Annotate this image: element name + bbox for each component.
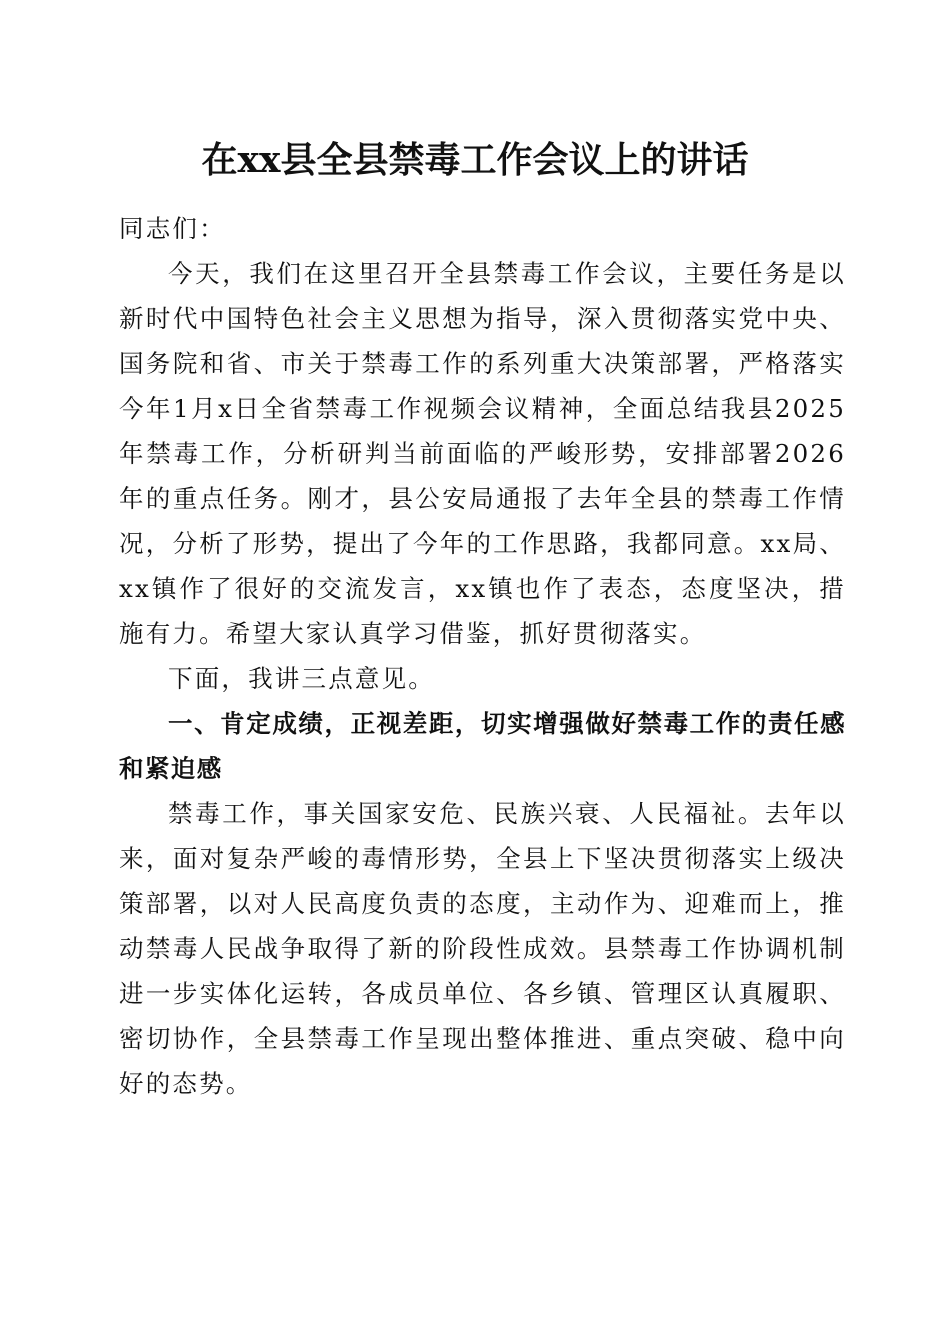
document-body — [119, 206, 846, 1106]
paragraph-intro: 今天，我们在这里召开全县禁毒工作会议，主要任务是以新时代中国特色社会主义思想为指导，深入贯彻落实党中央、国务院和省、市关于禁毒工作的系列重大决策部署，严格落实今年1月x日全省禁毒工作视频会议精神，全面总结我县2025年禁毒工作，分析研判当前面临的严峻形势，安排部署2026年的重点任务。刚才，县公安局通报了去年全县的禁毒工作情况，分析了形势，提出了今年的工作思路，我都同意。xx局、xx镇作了很好的交流发言，xx镇也作了表态，态度坚决，措施有力。希望大家认真学习借鉴，抓好贯彻落实。 — [119, 259, 846, 648]
salutation: 同志们： — [119, 214, 226, 243]
section-paragraph: 禁毒工作，事关国家安危、民族兴衰、人民福祉。去年以来，面对复杂严峻的毒情形势，全县上下坚决贯彻落实上级决策部署，以对人民高度负责的态度，主动作为、迎难而上，推动禁毒人民战争取得了新的阶段性成效。县禁毒工作协调机制进一步实体化运转，各成员单位、各乡镇、管理区认真履职、密切协作，全县禁毒工作呈现出整体推进、重点突破、稳中向好的态势。 — [119, 799, 846, 1098]
paragraph-transition: 下面，我讲三点意见。 — [168, 664, 435, 693]
document-title: 在xx县全县禁毒工作会议上的讲话 — [201, 139, 749, 181]
section-heading: 一、肯定成绩，正视差距，切实增强做好禁毒工作的责任感和紧迫感 — [119, 709, 846, 783]
